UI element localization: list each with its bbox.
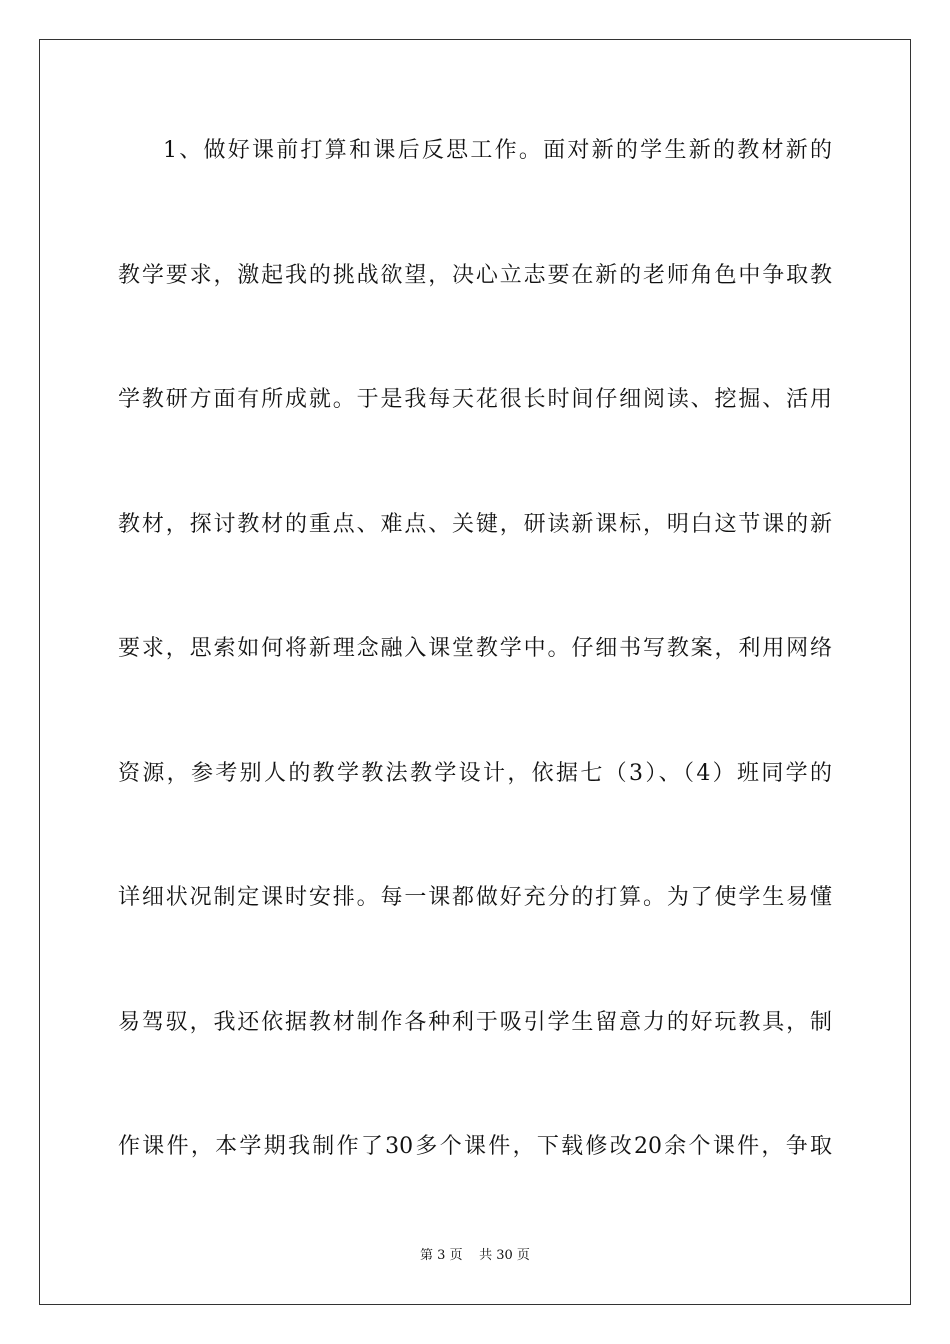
page-footer xyxy=(0,1248,950,1264)
paragraph-line: 教学要求，激起我的挑战欲望，决心立志要在新的老师角色中争取教 xyxy=(118,263,832,288)
paragraph-line: 资源，参考别人的教学教法教学设计，依据七（3）、（4）班同学的 xyxy=(118,761,832,786)
paragraph-line: 易驾驭，我还依据教材制作各种利于吸引学生留意力的好玩教具，制 xyxy=(118,1010,832,1035)
paragraph-line: 作课件，本学期我制作了30多个课件，下载修改20余个课件，争取 xyxy=(118,1134,832,1159)
page-total: 共 30 页 xyxy=(479,1248,530,1263)
paragraph-line: 要求，思索如何将新理念融入课堂教学中。仔细书写教案，利用网络 xyxy=(118,636,832,661)
page-border xyxy=(39,39,911,1305)
paragraph-line: 1、做好课前打算和课后反思工作。面对新的学生新的教材新的 xyxy=(163,138,832,163)
paragraph-line: 详细状况制定课时安排。每一课都做好充分的打算。为了使学生易懂 xyxy=(118,885,832,910)
paragraph-line: 教材，探讨教材的重点、难点、关键，研读新课标，明白这节课的新 xyxy=(118,512,832,537)
page-number: 第 3 页 xyxy=(420,1248,463,1263)
paragraph-line: 学教研方面有所成就。于是我每天花很长时间仔细阅读、挖掘、活用 xyxy=(118,387,832,412)
